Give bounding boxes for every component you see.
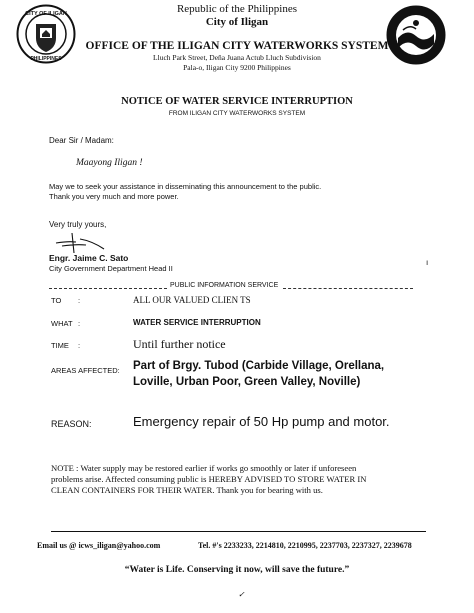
svg-text:CITY OF ILIGAN: CITY OF ILIGAN (25, 11, 67, 17)
signatory-title: City Government Department Head II (49, 264, 173, 273)
service-divider-right (283, 288, 413, 289)
what-colon: : (78, 319, 81, 328)
note-line-2: problems arise. Affected consuming public is HEREBY ADVISED TO STORE WATER IN (51, 474, 367, 484)
service-label: PUBLIC INFORMATION SERVICE (170, 282, 279, 289)
reason-label: REASON: (51, 419, 92, 429)
footer-telephone: Tel. #'s 2233233, 2214810, 2210995, 2237703, 2237327, 2239678 (198, 541, 412, 550)
notice-title: NOTICE OF WATER SERVICE INTERRUPTION (121, 96, 353, 107)
header-republic: Republic of the Philippines (176, 3, 298, 15)
signatory-name: Engr. Jaime C. Sato (49, 253, 129, 263)
time-value: Until further notice (133, 337, 226, 351)
note-line-3: CLEAN CONTAINERS FOR THEIR WATER. Thank you for bearing with us. (51, 485, 323, 495)
to-colon: : (78, 296, 81, 305)
to-label: TO (51, 296, 62, 305)
notice-subtitle: FROM ILIGAN CITY WATERWORKS SYSTEM (168, 110, 306, 117)
header-address-1: Lluch Park Street, Deña Juana Actub Lluch Subdivision (153, 53, 321, 62)
what-value: WATER SERVICE INTERRUPTION (133, 318, 261, 327)
service-divider-left (49, 288, 167, 289)
header-city: City of Iligan (205, 16, 269, 28)
closing: Very truly yours, (49, 220, 107, 229)
body-line-1: May we to seek your assistance in disseminating this announcement to the public. (49, 182, 322, 191)
areas-value-line-2: Loville, Urban Poor, Green Valley, Noville) (133, 376, 361, 388)
footer-slogan: “Water is Life. Conserving it now, will save the future.” (124, 565, 350, 575)
footer-email[interactable]: Email us @ icws_iligan@yahoo.com (37, 541, 161, 550)
margin-mark: ı (426, 258, 429, 267)
what-label: WHAT (51, 319, 73, 328)
areas-value-line-1: Part of Brgy. Tubod (Carbide Village, Orellana, (133, 360, 385, 372)
note-line-1: NOTE : Water supply may be restored earlier if works go smoothly or later if unforeseen (51, 463, 357, 473)
header-office: OFFICE OF THE ILIGAN CITY WATERWORKS SYSTEM (85, 40, 389, 52)
salutation: Dear Sir / Madam: (49, 136, 114, 145)
body-line-2: Thank you very much and more power. (49, 192, 179, 201)
svg-text:PHILIPPINES: PHILIPPINES (30, 56, 62, 62)
greeting: Maayong Iligan ! (76, 158, 143, 168)
to-value: ALL OUR VALUED CLIEN TS (133, 295, 251, 305)
header-address-2: Pala-o, Iligan City 9200 Philippines (183, 63, 291, 72)
footer-check-mark: ✓ (238, 590, 245, 599)
time-colon: : (78, 341, 81, 350)
time-label: TIME (51, 341, 69, 350)
areas-label: AREAS AFFECTED: (51, 366, 120, 375)
footer-rule (51, 531, 426, 532)
reason-value: Emergency repair of 50 Hp pump and motor. (133, 414, 390, 429)
